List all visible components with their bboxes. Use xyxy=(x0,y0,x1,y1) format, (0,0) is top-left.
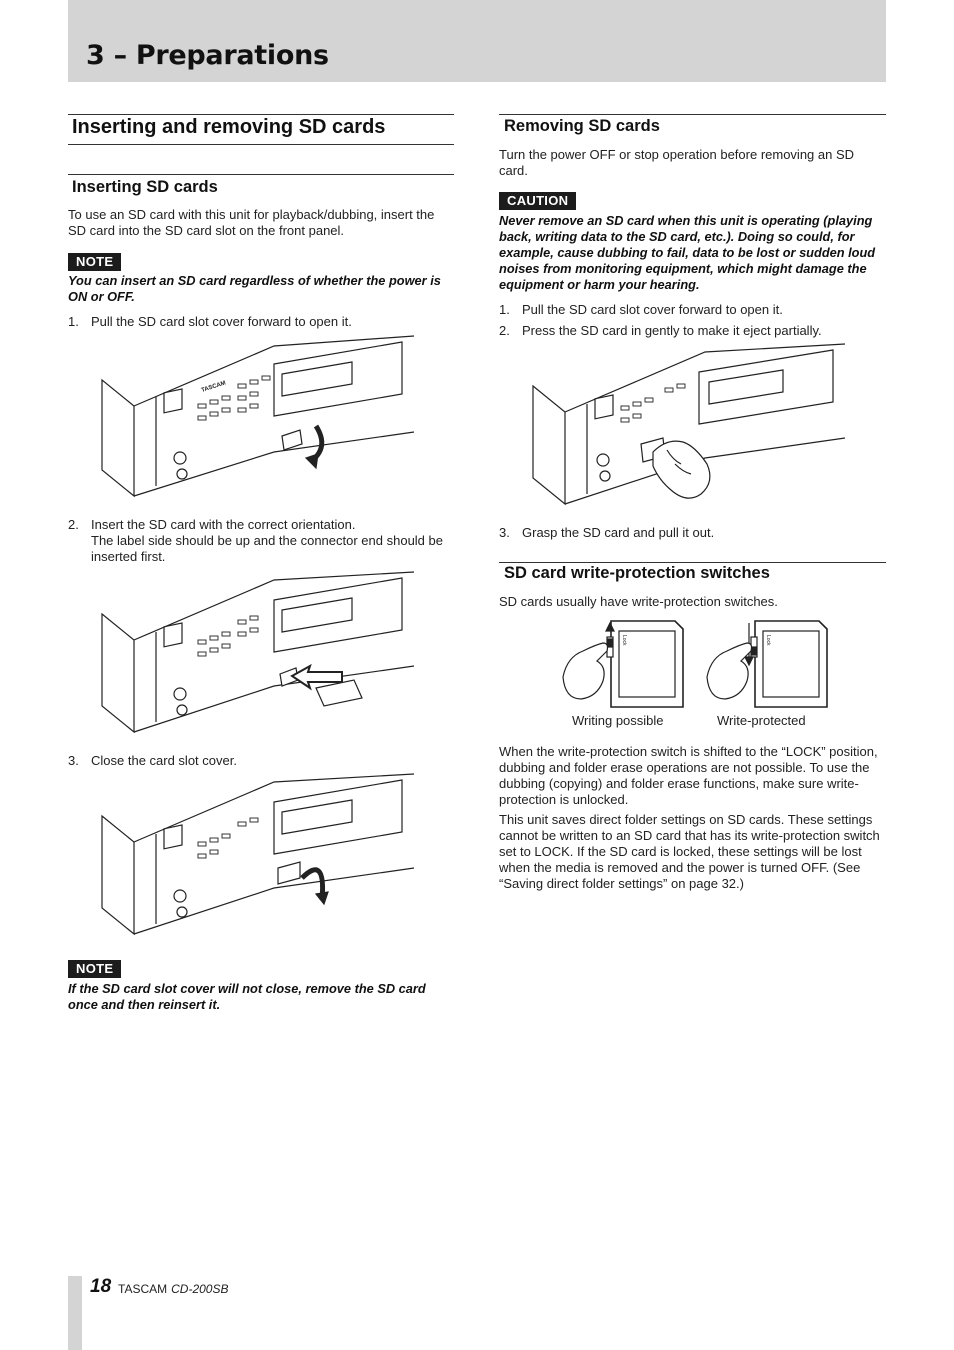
step-number: 3. xyxy=(68,753,79,768)
step-number: 1. xyxy=(499,302,510,317)
step-text: Press the SD card in gently to make it eject partially. xyxy=(522,323,822,338)
step-text-detail: The label side should be up and the connector end should be inserted first. xyxy=(91,533,443,564)
page-number: 18 xyxy=(90,1276,112,1297)
subsection-rule xyxy=(68,174,454,175)
write-protect-intro: SD cards usually have write-protection switches. xyxy=(499,594,778,609)
write-protect-para-1: When the write-protection switch is shifted to the “LOCK” position, dubbing and folder erase operations are not possible. To use the dubbing (copying) and folder erase functions, make sure write-protection is unlocked. xyxy=(499,744,878,807)
step-number: 1. xyxy=(68,314,79,329)
caution-text: Never remove an SD card when this unit is operating (playing back, writing data to the SD card, etc.). Doing so could, for example, cause dubbing to fail, data to be lost or sudden loud noises from monitoring equipment, which might damage the equipment or harm your hearing. xyxy=(499,213,876,292)
footer-brand-name: TASCAM xyxy=(118,1282,168,1296)
note-badge: NOTE xyxy=(68,960,121,978)
inserting-intro: To use an SD card with this unit for playback/dubbing, insert the SD card into the SD card slot on the front panel. xyxy=(68,207,435,238)
step-text: Grasp the SD card and pull it out. xyxy=(522,525,715,540)
section-title: Inserting and removing SD cards xyxy=(72,116,386,138)
figure-eject-card xyxy=(533,342,853,510)
subsection-rule xyxy=(499,114,886,115)
note-badge: NOTE xyxy=(68,253,121,271)
chapter-header-band xyxy=(68,0,886,82)
card-lock-label: Lock xyxy=(765,635,771,646)
figure-brand-label: TASCAM xyxy=(200,380,227,394)
step-text: Pull the SD card slot cover forward to open it. xyxy=(91,314,352,329)
figure-close-cover xyxy=(102,772,422,940)
step-number: 2. xyxy=(499,323,510,338)
caution-badge: CAUTION xyxy=(499,192,576,210)
step-number: 2. xyxy=(68,517,79,532)
footer-model: CD-200SB xyxy=(171,1282,229,1296)
figure-write-protect-cards xyxy=(557,619,827,711)
write-protect-para-2: This unit saves direct folder settings on SD cards. These settings cannot be written to an SD card that has its write-protection switch set to LOCK. If the SD card is locked, these settings will be lost when the media is removed and the power is turned OFF. (See “Saving direct folder settings” on page 32.) xyxy=(499,812,880,891)
note-text: You can insert an SD card regardless of whether the power is ON or OFF. xyxy=(68,273,441,304)
write-protect-heading: SD card write-protection switches xyxy=(504,564,770,582)
section-rule-top xyxy=(68,114,454,115)
card-lock-label: Lock xyxy=(621,635,627,646)
step-text: Insert the SD card with the correct orientation. xyxy=(91,517,356,532)
figure-insert-card xyxy=(102,570,422,740)
removing-heading: Removing SD cards xyxy=(504,117,660,135)
removing-intro: Turn the power OFF or stop operation before removing an SD card. xyxy=(499,147,855,178)
note-text: If the SD card slot cover will not close, remove the SD card once and then reinsert it. xyxy=(68,981,426,1012)
footer-brand xyxy=(118,1282,228,1296)
caption-write-protected: Write-protected xyxy=(717,713,806,728)
footer-bar xyxy=(68,1276,82,1350)
chapter-title: 3 – Preparations xyxy=(86,40,329,71)
figure-open-cover xyxy=(102,334,422,504)
section-rule-bottom xyxy=(68,144,454,145)
step-number: 3. xyxy=(499,525,510,540)
caption-writing-possible: Writing possible xyxy=(572,713,664,728)
inserting-heading: Inserting SD cards xyxy=(72,178,218,196)
step-text: Pull the SD card slot cover forward to open it. xyxy=(522,302,783,317)
subsection-rule xyxy=(499,562,886,563)
step-text: Close the card slot cover. xyxy=(91,753,237,768)
